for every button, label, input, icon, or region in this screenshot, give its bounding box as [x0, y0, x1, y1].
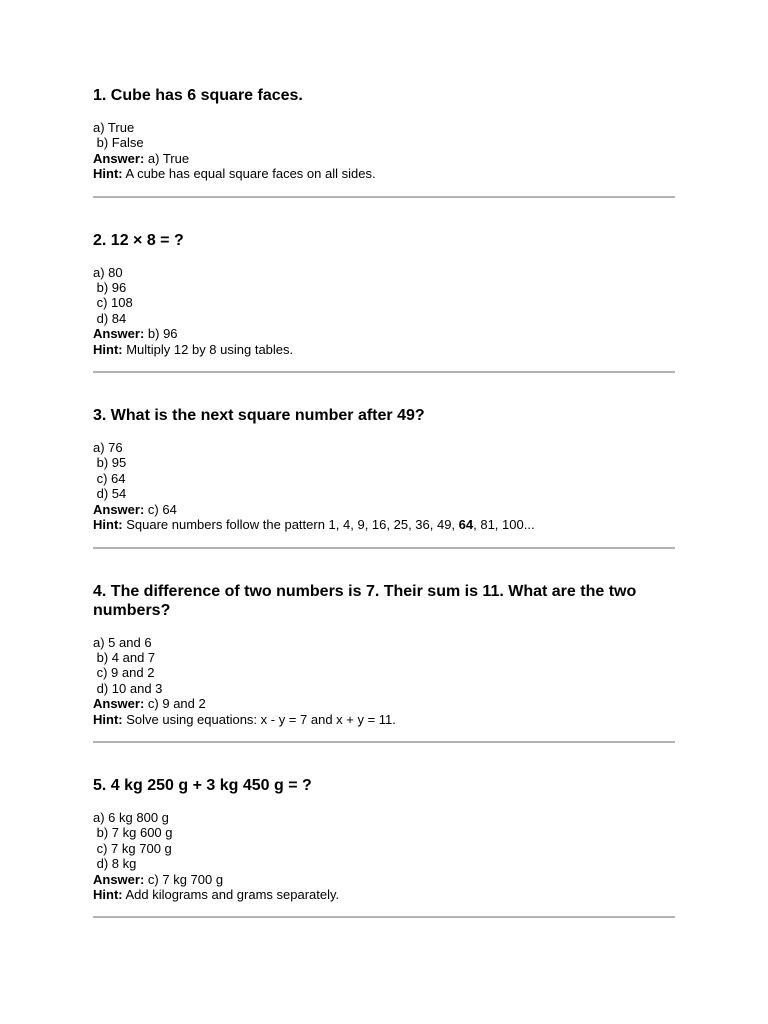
hint-text: Square numbers follow the pattern 1, 4, 9, 16, 25, 36, 49,	[122, 517, 459, 533]
answer-line	[93, 326, 675, 341]
question-body	[93, 635, 675, 727]
answer-option: c) 64	[93, 470, 126, 486]
question-body	[93, 810, 675, 902]
divider-line	[93, 741, 675, 743]
answer-option: b) False	[93, 135, 144, 151]
hint-text: Add kilograms and grams separately.	[122, 886, 340, 902]
answer-option: d) 54	[93, 486, 127, 502]
question-title: 2. 12 × 8 = ?	[93, 231, 184, 249]
answer-value: c) 64	[144, 501, 177, 517]
question-title: 4. The difference of two numbers is 7. Their sum is 11. What are the two numbers?	[93, 582, 637, 619]
hint-line	[93, 166, 675, 181]
answer-option: a) True	[93, 120, 135, 135]
question-title: 3. What is the next square number after 49?	[93, 407, 425, 425]
hint-line	[93, 342, 675, 357]
hint-text: Multiply 12 by 8 using tables.	[122, 341, 294, 357]
answer-option: b) 4 and 7	[93, 649, 156, 665]
answer-option: b) 96	[93, 280, 127, 296]
answer-line	[93, 872, 675, 887]
answer-option: b) 95	[93, 455, 127, 471]
question-title: 1. Cube has 6 square faces.	[93, 87, 303, 104]
question-title: 5. 4 kg 250 g + 3 kg 450 g = ?	[93, 776, 312, 794]
hint-text: A cube has equal square faces on all sides.	[122, 166, 376, 182]
answer-option: c) 108	[93, 295, 133, 311]
answer-option: d) 84	[93, 310, 127, 326]
hint-label: Hint:	[93, 711, 123, 727]
answer-label: Answer:	[93, 501, 145, 517]
answer-option: d) 10 and 3	[93, 680, 163, 696]
hint-emphasis: 64	[458, 517, 474, 533]
hint-label: Hint:	[93, 341, 123, 357]
hint-label: Hint:	[93, 886, 123, 902]
answer-value: c) 9 and 2	[144, 696, 206, 712]
hint-line	[93, 887, 675, 902]
answer-line	[93, 696, 675, 711]
answer-option: c) 7 kg 700 g	[93, 840, 172, 856]
hint-label: Hint:	[93, 517, 123, 533]
answer-line	[93, 502, 675, 517]
answer-value: a) True	[144, 150, 190, 166]
question-block	[93, 582, 675, 743]
hint-line	[93, 712, 675, 727]
answer-option: a) 6 kg 800 g	[93, 809, 169, 825]
answer-option: a) 5 and 6	[93, 634, 152, 650]
answer-label: Answer:	[93, 326, 145, 342]
answer-value: b) 96	[144, 326, 178, 342]
answer-label: Answer:	[93, 150, 145, 166]
answer-option: d) 8 kg	[93, 856, 137, 872]
question-body	[93, 120, 675, 182]
answer-label: Answer:	[93, 696, 145, 712]
hint-text-end: , 81, 100...	[473, 517, 535, 533]
answer-label: Answer:	[93, 871, 145, 887]
answer-option: c) 9 and 2	[93, 665, 155, 681]
question-body	[93, 265, 675, 357]
quiz-document	[93, 86, 675, 951]
answer-value: c) 7 kg 700 g	[144, 871, 224, 887]
hint-line	[93, 517, 675, 532]
question-block	[93, 406, 675, 548]
answer-line	[93, 151, 675, 166]
answer-option: a) 76	[93, 440, 123, 456]
question-block	[93, 86, 675, 198]
question-body	[93, 440, 675, 532]
answer-option: b) 7 kg 600 g	[93, 825, 173, 841]
divider-line	[93, 547, 675, 549]
question-block	[93, 776, 675, 918]
answer-option: a) 80	[93, 264, 123, 280]
hint-text: Solve using equations: x - y = 7 and x + y = 11.	[122, 711, 396, 727]
hint-label: Hint:	[93, 166, 123, 182]
question-block	[93, 231, 675, 373]
divider-line	[93, 196, 675, 198]
divider-line	[93, 371, 675, 373]
divider-line	[93, 916, 675, 918]
